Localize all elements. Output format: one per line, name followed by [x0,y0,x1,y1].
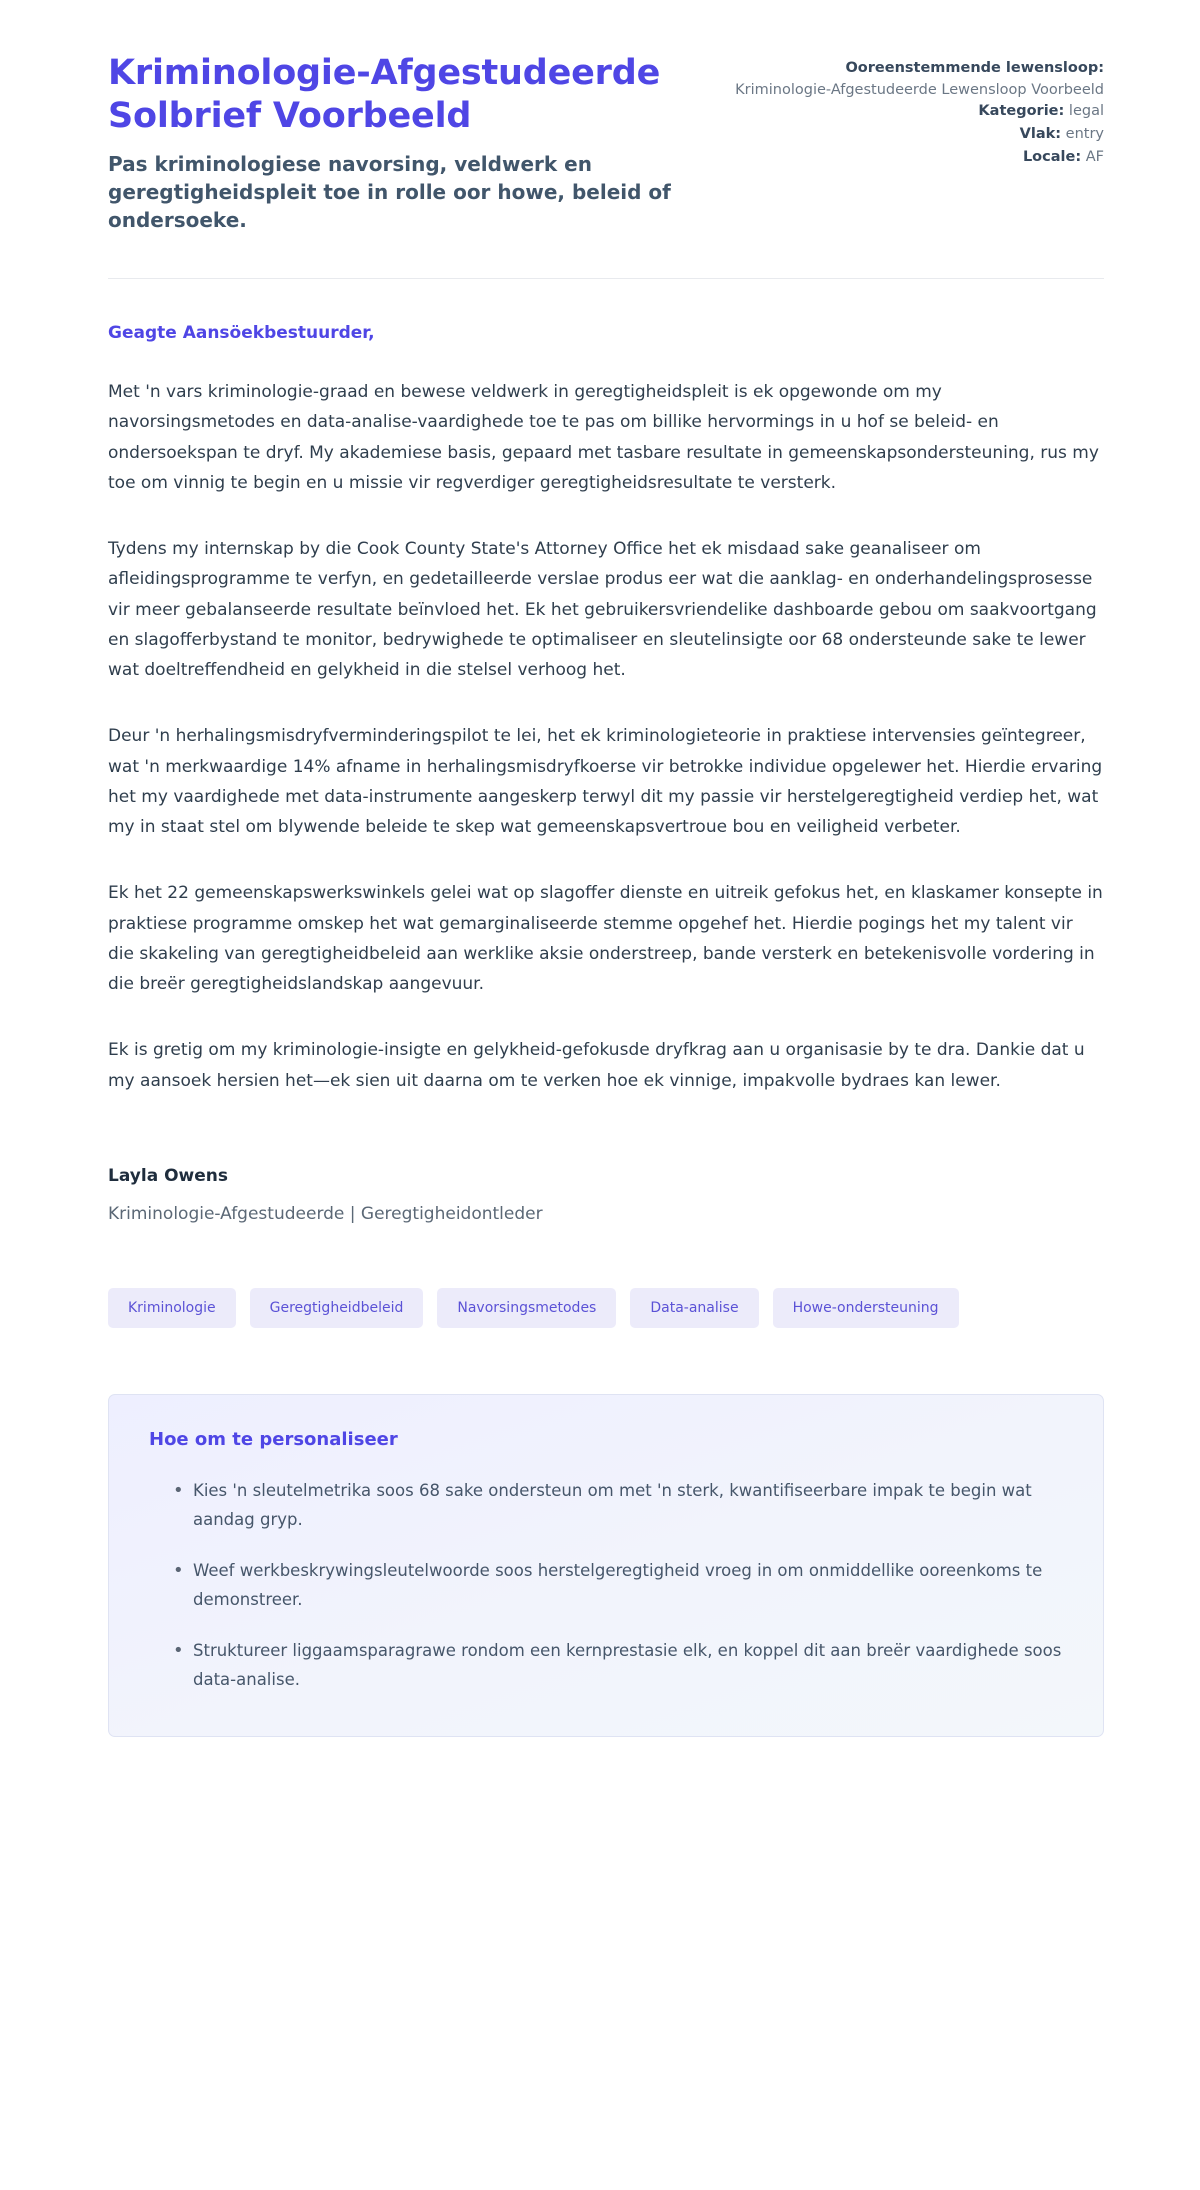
personalization-callout [108,1394,1104,1737]
callout-tip-item: • Kies 'n sleutelmetrika soos 68 sake ondersteun om met 'n sterk, kwantifiseerbare impak te begin wat aandag gryp. [173,1476,1063,1534]
meta-matching-resume-value: Kriminologie-Afgestudeerde Lewensloop Voorbeeld [735,81,1104,98]
meta-category [735,101,1104,123]
signature-block [108,1166,1104,1224]
meta-level-label: Vlak: [1019,126,1062,143]
meta-matching-resume-label: Ooreenstemmende lewensloop: [845,60,1104,76]
meta-matching-resume [735,58,1104,100]
letter-paragraph: Ek is gretig om my kriminologie-insigte en gelykheid-gefokusde dryfkrag aan u organisasie by te dra. Dankie dat u my aansoek hersien het—ek sien uit daarna om te verken hoe ek vinnige, impakvolle bydraes kan lewer. [108,1040,1085,1091]
tag-chip[interactable]: Howe-ondersteuning [773,1288,959,1328]
signature-role: Kriminologie-Afgestudeerde | Geregtigheidontleder [108,1203,543,1224]
letter-paragraph: Deur 'n herhalingsmisdryfverminderingspilot te lei, het ek kriminologieteorie in praktiese intervensies geïntegreer, wat 'n merkwaardige 14% afname in herhalingsmisdryfkoerse vir betrokke individue opgelewer het. Hierdie ervaring het my vaardighede met data-instrumente aangeskerp terwyl dit my passie vir herstelgeregtigheid verdiep het, wat my in staat stel om blywende beleide te skep wat gemeenskapsvertroue bou en veiligheid verbeter. [108,726,1103,838]
document-metadata [735,52,1104,170]
meta-level [735,124,1104,146]
meta-locale-value: AF [1085,148,1104,165]
meta-category-label: Kategorie: [978,103,1065,120]
tag-chip[interactable]: Navorsingsmetodes [437,1288,616,1328]
page-title: Kriminologie-Afgestudeerde Solbrief Voorbeeld [108,53,661,136]
meta-locale-label: Locale: [1022,148,1082,165]
meta-locale [735,147,1104,169]
letter-paragraph: Met 'n vars kriminologie-graad en bewese veldwerk in geregtigheidspleit is ek opgewonde om my navorsingsmetodes en data-analise-vaardighede toe te pas om billike hervormings in u hof se beleid- en ondersoekspan te dryf. My akademiese basis, gepaard met tasbare resultate in gemeenskapsondersteuning, rus my toe om vinnig te begin en u missie vir regverdiger geregtigheidsresultate te versterk. [108,382,1099,493]
tag-chip[interactable]: Kriminologie [108,1288,236,1328]
callout-title: Hoe om te personaliseer [149,1428,398,1450]
meta-category-value: legal [1068,103,1104,120]
page-subtitle: Pas kriminologiese navorsing, veldwerk en geregtigheidspleit toe in rolle oor howe, beleid of ondersoeke. [108,152,671,232]
letter-paragraph: Ek het 22 gemeenskapswerkswinkels gelei wat op slagoffer dienste en uitreik gefokus het, en klaskamer konsepte in praktiese programme omskep het wat gemarginaliseerde stemme opgehef het. Hierdie pogings het my talent vir die skakeling van geregtigheidbeleid aan werklike aksie onderstreep, bande versterk en betekenisvolle vordering in die breër geregtigheidslandskap aangevuur. [108,883,1103,995]
callout-tip-item: • Struktureer liggaamsparagrawe rondom een kernprestasie elk, en koppel dit aan breër vaardighede soos data-analise. [173,1636,1063,1694]
meta-level-value: entry [1065,126,1104,143]
page-header [108,52,1104,234]
signature-name: Layla Owens [108,1165,228,1186]
header-text-block [108,52,695,234]
tag-chip[interactable]: Data-analise [630,1288,758,1328]
tag-list [108,1288,1104,1328]
cover-letter-body [108,279,1104,1096]
letter-paragraph: Tydens my internskap by die Cook County State's Attorney Office het ek misdaad sake geanaliseer om afleidingsprogramme te verfyn, en gedetailleerde verslae produs eer wat die aanklag- en onderhandelingsprosesse vir meer gebalanseerde resultate beïnvloed het. Ek het gebruikersvriendelike dashboarde gebou om saakvoortgang en slagofferbystand te monitor, bedrywighede te optimaliseer en sleutelinsigte oor 68 ondersteunde sake te lewer wat doeltreffendheid en gelykheid in die stelsel verhoog het. [108,539,1097,681]
callout-tip-item: • Weef werkbeskrywingsleutelwoorde soos herstelgeregtigheid vroeg in om onmiddellike ooreenkoms te demonstreer. [173,1556,1063,1614]
letter-salutation: Geagte Aansöekbestuurder, [108,323,375,344]
callout-tip-list [149,1476,1063,1694]
tag-chip[interactable]: Geregtigheidbeleid [250,1288,424,1328]
